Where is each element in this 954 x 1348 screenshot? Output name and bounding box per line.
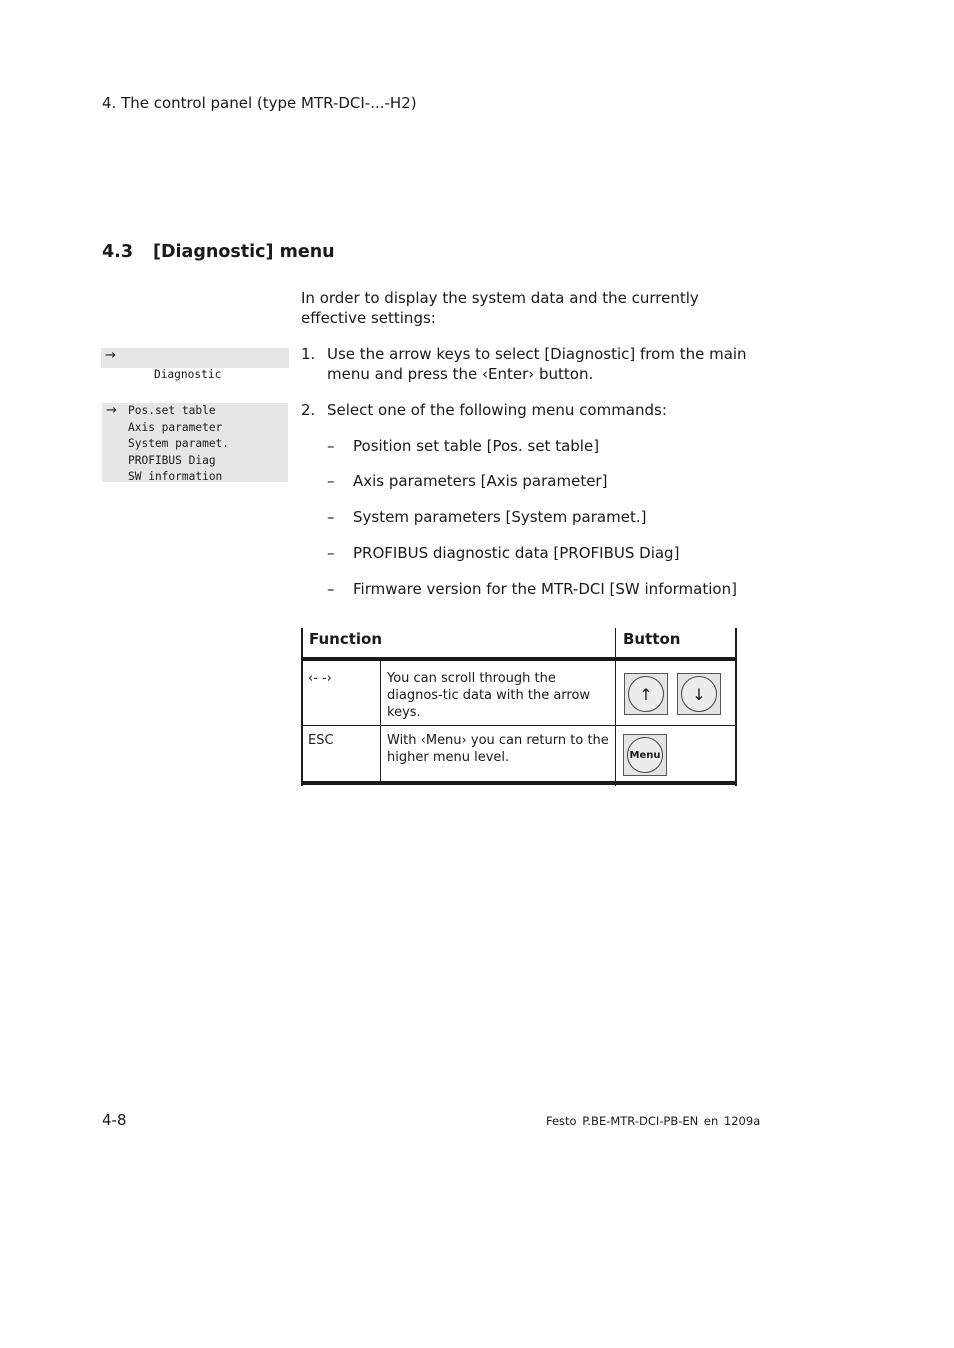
- lcd-line-text: Diagnostic: [153, 367, 222, 381]
- intro-paragraph: In order to display the system data and the currently effective settings:: [301, 289, 699, 327]
- lcd-line-text: Pos.set table: [128, 404, 216, 417]
- menu-command-text: Position set table [Pos. set table]: [353, 437, 600, 455]
- column-header-button: Button: [623, 630, 681, 648]
- section-title: [Diagnostic] menu: [153, 242, 335, 262]
- menu-command-text: Firmware version for the MTR-DCI [SW information]: [353, 580, 737, 598]
- lcd-line: [101, 348, 289, 400]
- selection-arrow-icon: →: [105, 348, 116, 363]
- function-table: [301, 628, 737, 786]
- page-number: 4-8: [102, 1111, 127, 1129]
- menu-button-icon: Menu: [627, 737, 663, 773]
- step-2: [301, 400, 751, 420]
- down-arrow-icon: ↓: [681, 676, 717, 712]
- dash-bullet: –: [327, 472, 335, 490]
- section-heading: [102, 242, 335, 262]
- lcd-display-main: [101, 348, 289, 381]
- dash-bullet: –: [327, 544, 335, 562]
- dash-bullet: –: [327, 508, 335, 526]
- menu-key: [623, 734, 667, 776]
- lcd-line: [102, 436, 288, 453]
- lcd-line: [102, 453, 288, 470]
- row-description: You can scroll through the diagnos-tic data with the arrow keys.: [387, 671, 591, 720]
- lcd-line-text: Axis parameter: [128, 420, 223, 434]
- down-arrow-key: [677, 673, 721, 715]
- row-key: ‹- -›: [308, 671, 332, 686]
- dash-bullet: –: [327, 580, 335, 598]
- selection-arrow-icon: →: [106, 403, 117, 418]
- row-key: ESC: [308, 733, 334, 748]
- running-header: 4. The control panel (type MTR-DCI-...-H2): [102, 94, 417, 112]
- lcd-line: [102, 469, 288, 486]
- dash-bullet: –: [327, 437, 335, 455]
- lcd-line: [102, 420, 288, 437]
- section-number: 4.3: [102, 242, 134, 262]
- step-text: Use the arrow keys to select [Diagnostic] from the main menu and press the ‹Enter› button.: [327, 345, 747, 383]
- lcd-line-text: PROFIBUS Diag: [128, 453, 216, 467]
- up-arrow-icon: ↑: [628, 676, 664, 712]
- menu-command-text: Axis parameters [Axis parameter]: [353, 472, 608, 490]
- lcd-line-text: SW information: [128, 470, 223, 483]
- lcd-line: [102, 403, 288, 420]
- menu-command-text: PROFIBUS diagnostic data [PROFIBUS Diag]: [353, 544, 680, 562]
- step-number: 1.: [301, 345, 316, 363]
- step-1: [301, 344, 751, 384]
- row-description: With ‹Menu› you can return to the higher menu level.: [387, 733, 609, 765]
- lcd-display-submenu: [102, 403, 288, 482]
- up-arrow-key: [624, 673, 668, 715]
- column-header-function: Function: [309, 630, 383, 648]
- step-number: 2.: [301, 401, 316, 419]
- menu-command-text: System parameters [System paramet.]: [353, 508, 647, 526]
- step-text: Select one of the following menu commands:: [327, 401, 667, 419]
- footer-document-id: Festo P.BE-MTR-DCI-PB-EN en 1209a: [546, 1114, 761, 1128]
- lcd-line-text: System paramet.: [128, 437, 230, 450]
